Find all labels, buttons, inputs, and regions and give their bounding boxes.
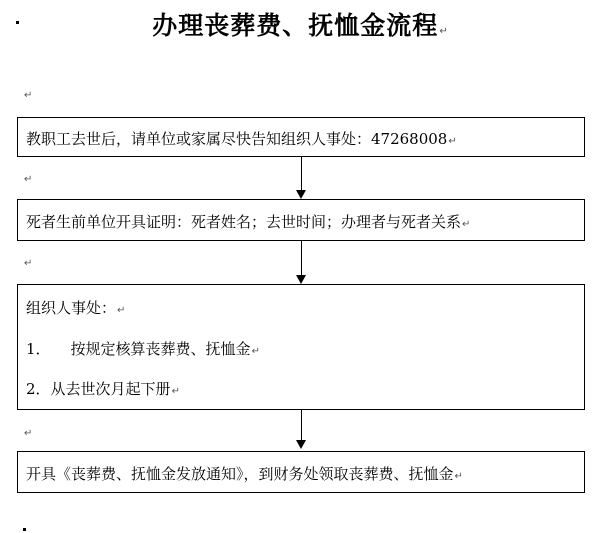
- paragraph-mark-icon: ↵: [171, 386, 180, 397]
- arrow-2-line: [301, 241, 302, 276]
- step-1-text: 教职工去世后，请单位或家属尽快告知组织人事处：47268008↵: [26, 130, 457, 148]
- step-2-text: 死者生前单位开具证明：死者姓名；去世时间；办理者与死者关系↵: [26, 213, 471, 231]
- paragraph-mark-icon: ↵: [439, 26, 449, 37]
- step-3-box: [17, 284, 585, 410]
- paragraph-mark-icon: ↵: [24, 90, 33, 101]
- paragraph-mark-icon: ↵: [24, 174, 33, 185]
- bullet-dot-bottom: [23, 528, 26, 531]
- step-3-item-1: 1． 按规定核算丧葬费、抚恤金↵: [26, 340, 260, 358]
- step-4-box: [17, 451, 585, 493]
- paragraph-mark-icon: ↵: [251, 346, 260, 357]
- step-3-item-2: 2．从去世次月起下册↵: [26, 380, 180, 398]
- arrow-1-line: [301, 157, 302, 191]
- paragraph-mark-icon: ↵: [24, 258, 33, 269]
- step-3-heading: 组织人事处：↵: [26, 299, 126, 317]
- arrow-3-head-icon: [296, 440, 306, 449]
- paragraph-mark-icon: ↵: [454, 471, 463, 482]
- page-title: 办理丧葬费、抚恤金流程↵: [152, 11, 449, 40]
- step-4-text: 开具《丧葬费、抚恤金发放通知》，到财务处领取丧葬费、抚恤金↵: [26, 465, 463, 483]
- arrow-1-head-icon: [296, 190, 306, 199]
- arrow-2-head-icon: [296, 275, 306, 284]
- step-2-box: [17, 199, 585, 241]
- step-1-box: [17, 117, 585, 157]
- paragraph-mark-icon: ↵: [462, 219, 471, 230]
- arrow-3-line: [301, 410, 302, 441]
- paragraph-mark-icon: ↵: [24, 428, 33, 439]
- paragraph-mark-icon: ↵: [117, 305, 126, 316]
- paragraph-mark-icon: ↵: [448, 136, 457, 147]
